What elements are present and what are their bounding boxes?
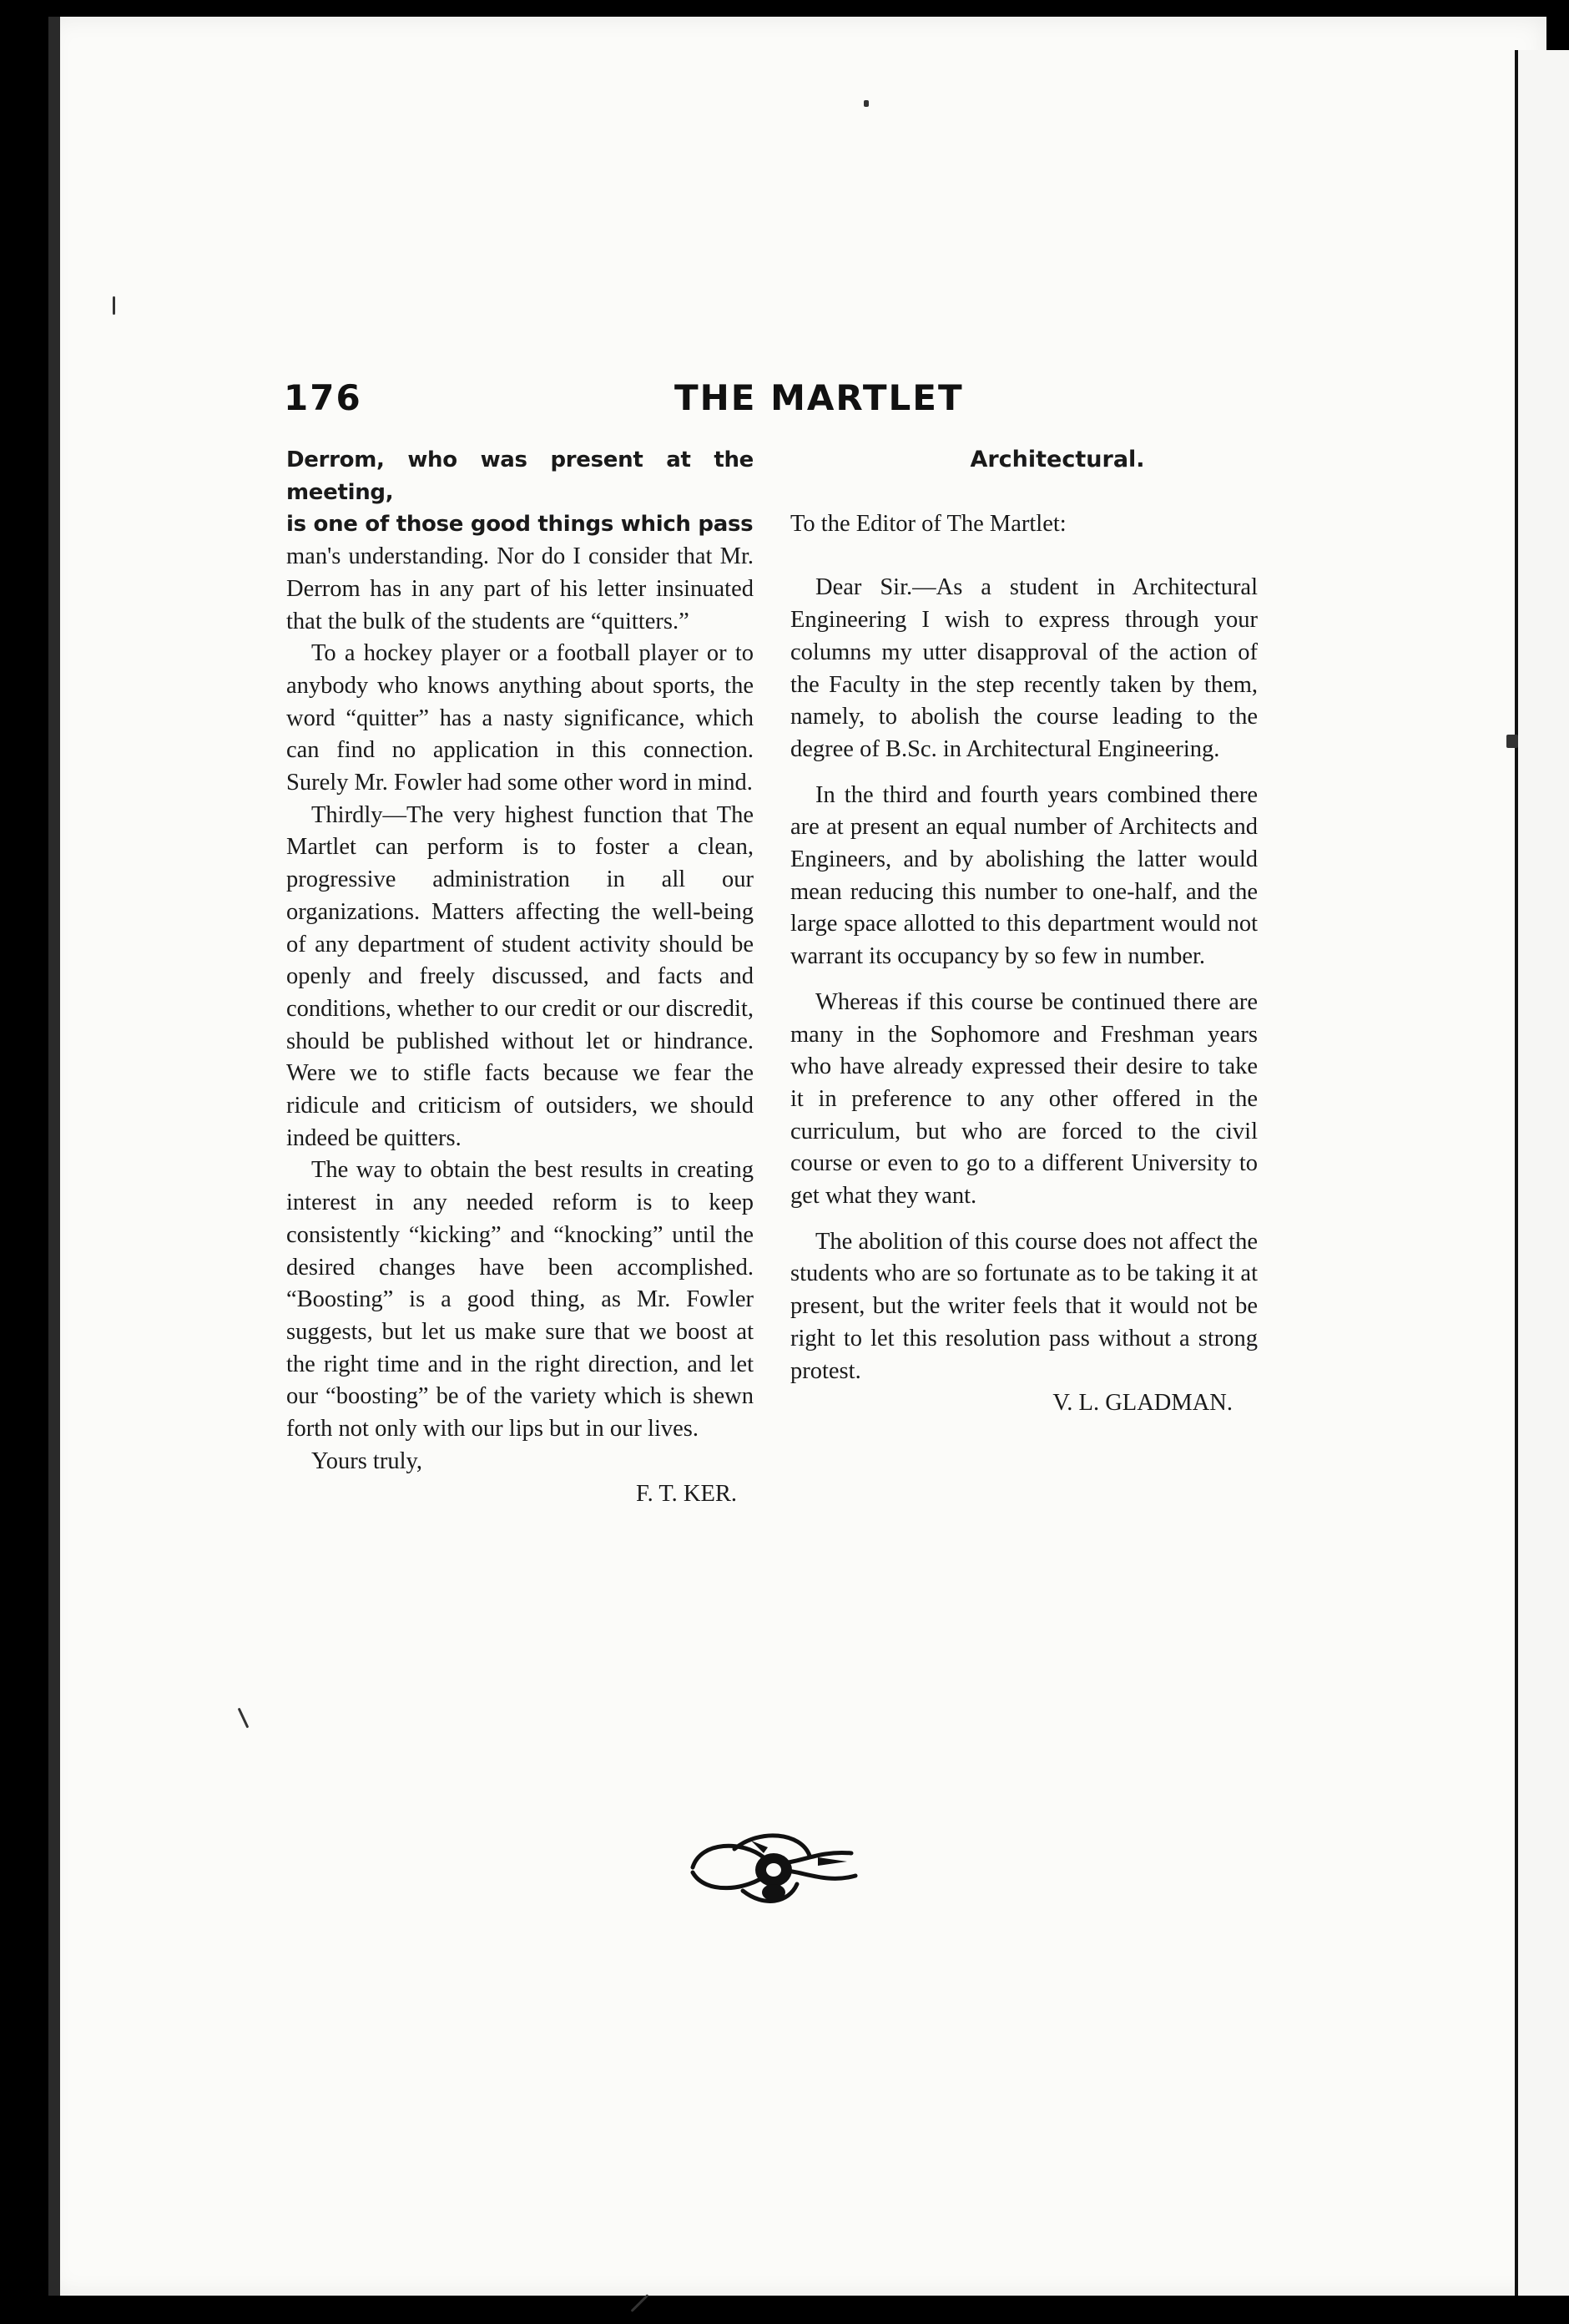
- page-binding-edge: [48, 17, 60, 2296]
- left-column: [286, 444, 754, 1512]
- paragraph: Thirdly—The very highest function that The Martlet can perform is to foster a clean, progressive administration in all our organizations. Matters affecting the well-being of any department of student activity should be openly and freely discussed, and facts and conditions, whether to our credit or our discredit, should be published without let or hindrance. Were we to stifle facts because we fear the ridicule and criticism of outsiders, we should indeed be quitters.: [286, 801, 754, 1151]
- scan-speck: [1506, 735, 1518, 748]
- section-heading: Architectural.: [970, 447, 1145, 472]
- signature-row: [286, 1478, 754, 1512]
- page-number: 176: [284, 377, 362, 418]
- adjacent-page-edge: [1515, 50, 1569, 2296]
- signature-gladman: V. L. GLADMAN.: [1052, 1390, 1233, 1417]
- scan-speck: [864, 100, 869, 107]
- paragraph: The way to obtain the best results in creating interest in any needed reform is to keep consistently “kicking” and “knocking” until the desired changes have been accomplished. “Boosting” is a good thing, as Mr. Fowler suggests, but let us make sure that we boost at the right time and in the right direction, and let our “boosting” be of the variety which is shewn forth not only with our lips but in our lives.: [286, 1157, 754, 1442]
- journal-title: THE MARTLET: [674, 377, 964, 418]
- paragraph: To a hockey player or a football player or to anybody who knows anything about sports, the word “quitter” has a nasty significance, which can find no application in this connection. Surely Mr. Fowler had some other word in mind.: [286, 640, 754, 796]
- right-column: [790, 444, 1258, 1421]
- closing-line: Yours truly,: [311, 1447, 423, 1474]
- floral-tailpiece-ornament-icon: [684, 1824, 864, 1916]
- bold-line: Derrom, who was present at the meeting,: [286, 447, 754, 505]
- addressee-line: To the Editor of The Martlet:: [790, 510, 1067, 537]
- signature-ker: F. T. KER.: [636, 1480, 737, 1507]
- paragraph: Dear Sir.—As a student in Architectural Engineering I wish to express through your columns my utter disapproval of the action of the Faculty in the step recently taken by them, namely, to abolish the course leading to the degree of B.Sc. in Architectural Engineering.: [790, 574, 1258, 762]
- paragraph: In the third and fourth years combined there are at present an equal number of Architects and Engineers, and by abolishing the latter would mean reducing this number to one-half, and the large space allotted to this department would not warrant its occupancy by so few in number.: [790, 781, 1258, 970]
- scan-speck: [113, 296, 115, 315]
- signature-row: [790, 1387, 1258, 1421]
- paragraph: man's understanding. Nor do I consider that Mr. Derrom has in any part of his letter insinuated that the bulk of the students are “quitters.”: [286, 543, 754, 634]
- paragraph: Whereas if this course be continued there are many in the Sophomore and Freshman years who have already expressed their desire to take it in preference to any other offered in the curriculum, but who are forced to the civil course or even to go to a different University to get what they want.: [790, 988, 1258, 1210]
- paragraph: The abolition of this course does not affect the students who are so fortunate as to be taking it at present, but the writer feels that it would not be right to let this resolution pass without a strong protest.: [790, 1228, 1258, 1384]
- scan-speck: [631, 2294, 649, 2312]
- bold-line: is one of those good things which pass: [286, 512, 754, 538]
